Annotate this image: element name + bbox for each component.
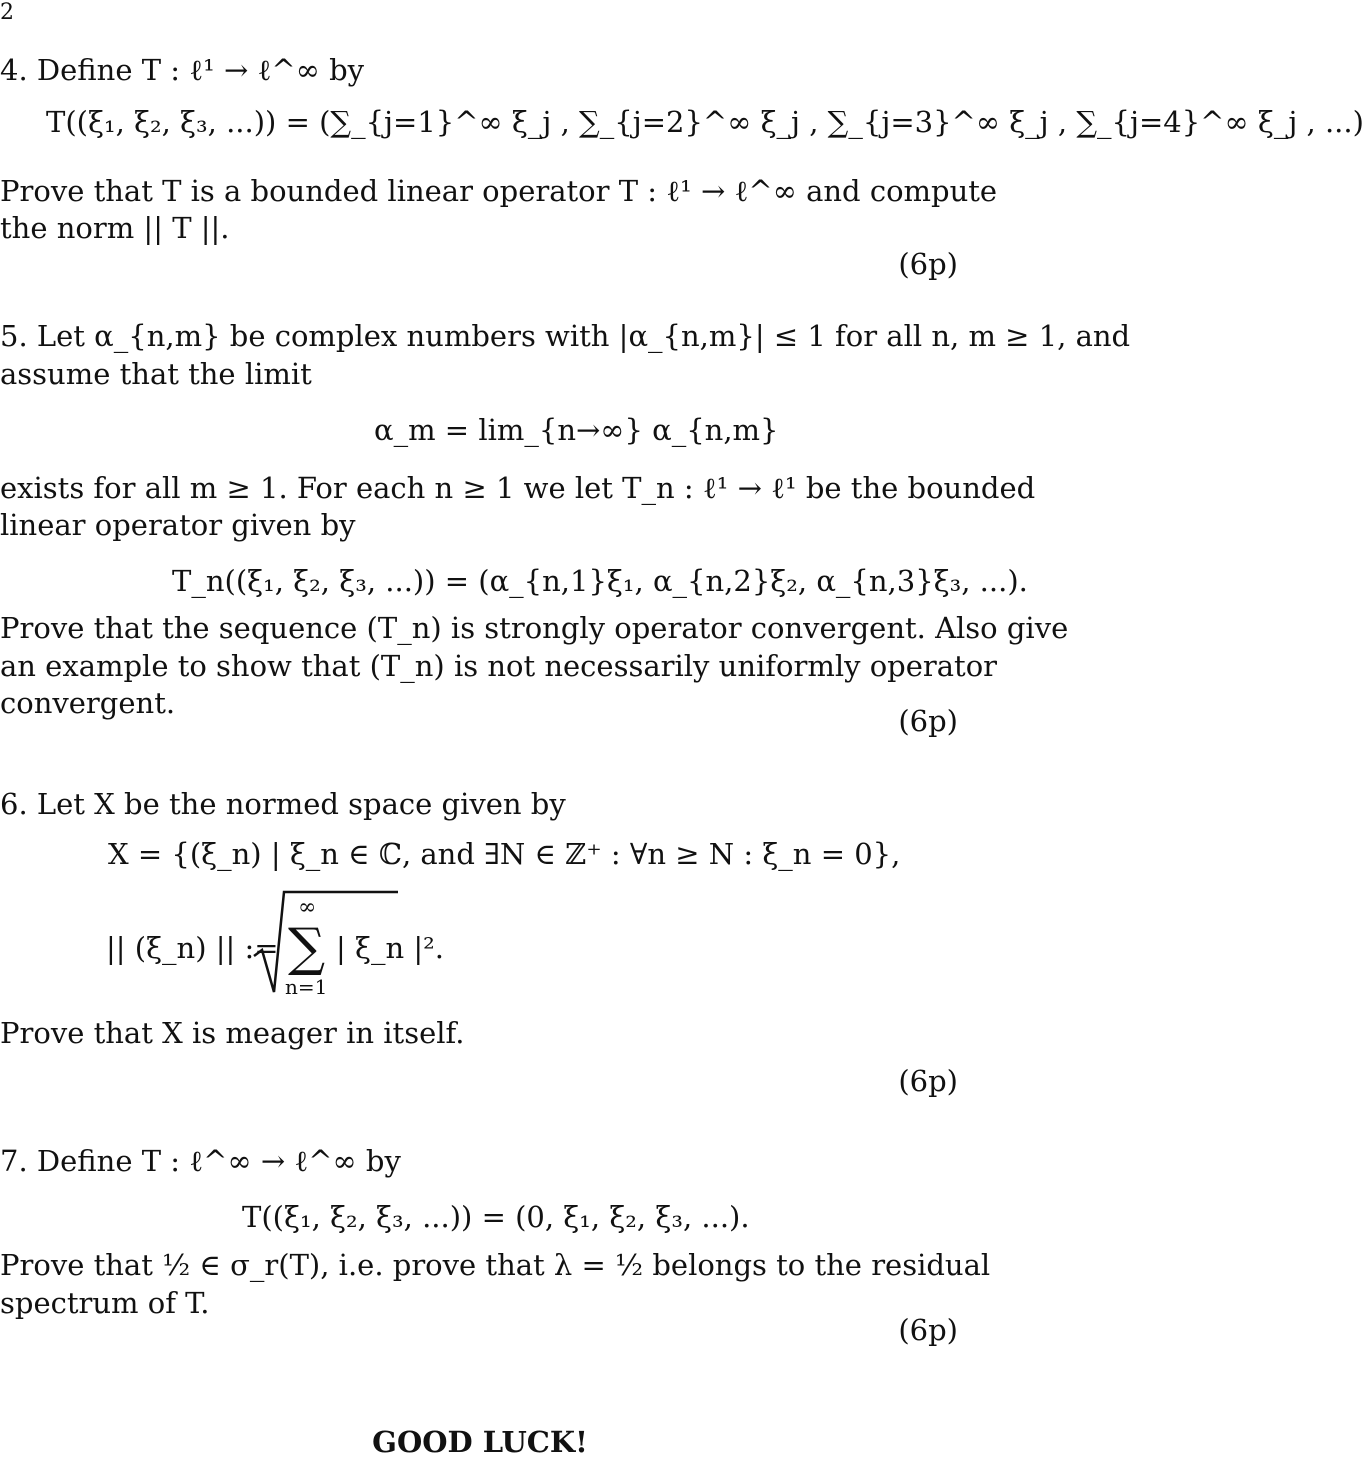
- problem-7-points: (6p): [898, 1313, 958, 1347]
- problem-6-task: Prove that X is meager in itself.: [0, 1016, 465, 1050]
- problem-5-intro: 5. Let α_{n,m} be complex numbers with |α_{n,m}| ≤ 1 for all n, m ≥ 1, and: [0, 319, 1131, 353]
- problem-5-text-line3: exists for all m ≥ 1. For each n ≥ 1 we let T_n : ℓ¹ → ℓ¹ be the bounded: [0, 471, 1036, 505]
- problem-5-text-line5: Prove that the sequence (T_n) is strongly operator convergent. Also give: [0, 611, 1069, 645]
- problem-5-text-line4: linear operator given by: [0, 508, 356, 542]
- problem-7-formula: T((ξ₁, ξ₂, ξ₃, ...)) = (0, ξ₁, ξ₂, ξ₃, ...).: [242, 1200, 750, 1234]
- problem-4-points: (6p): [898, 247, 958, 281]
- problem-6-set-formula: X = {(ξ_n) | ξ_n ∈ ℂ, and ∃N ∈ ℤ⁺ : ∀n ≥ N : ξ_n = 0},: [108, 837, 901, 871]
- closing-message: GOOD LUCK!: [372, 1425, 588, 1459]
- problem-7-text-line1: Prove that ½ ∈ σ_r(T), i.e. prove that λ = ½ belongs to the residual: [0, 1248, 991, 1282]
- problem-6-norm-lhs: || (ξ_n) || :=: [106, 931, 279, 965]
- problem-5-text-line2: assume that the limit: [0, 357, 312, 391]
- problem-7-text-line2: spectrum of T.: [0, 1286, 210, 1320]
- problem-4-text-line1: Prove that T is a bounded linear operator T : ℓ¹ → ℓ^∞ and compute: [0, 174, 998, 208]
- problem-4-text-line2: the norm || T ||.: [0, 211, 230, 245]
- problem-5-limit-formula: α_m = lim_{n→∞} α_{n,m}: [374, 413, 779, 447]
- problem-5-text-line6: an example to show that (T_n) is not necessarily uniformly operator: [0, 649, 998, 683]
- problem-7-intro: 7. Define T : ℓ^∞ → ℓ^∞ by: [0, 1144, 401, 1178]
- problem-6-points: (6p): [898, 1064, 958, 1098]
- sum-symbol: ∑: [288, 918, 326, 978]
- sum-lower-limit: n=1: [285, 975, 328, 999]
- problem-6-intro: 6. Let X be the normed space given by: [0, 787, 566, 821]
- problem-6-norm-term: | ξ_n |².: [336, 931, 444, 965]
- problem-4-intro: 4. Define T : ℓ¹ → ℓ^∞ by: [0, 53, 365, 87]
- problem-5-text-line7: convergent.: [0, 686, 176, 720]
- page-number: 2: [0, 0, 14, 25]
- problem-5-points: (6p): [898, 704, 958, 738]
- problem-5-operator-formula: T_n((ξ₁, ξ₂, ξ₃, ...)) = (α_{n,1}ξ₁, α_{n,2}ξ₂, α_{n,3}ξ₃, ...).: [172, 564, 1028, 598]
- problem-4-formula: T((ξ₁, ξ₂, ξ₃, ...)) = (∑_{j=1}^∞ ξ_j , ∑_{j=2}^∞ ξ_j , ∑_{j=3}^∞ ξ_j , ∑_{j=4}^∞ ξ_j , ...): [46, 105, 1364, 139]
- sum-upper-limit: ∞: [298, 895, 317, 920]
